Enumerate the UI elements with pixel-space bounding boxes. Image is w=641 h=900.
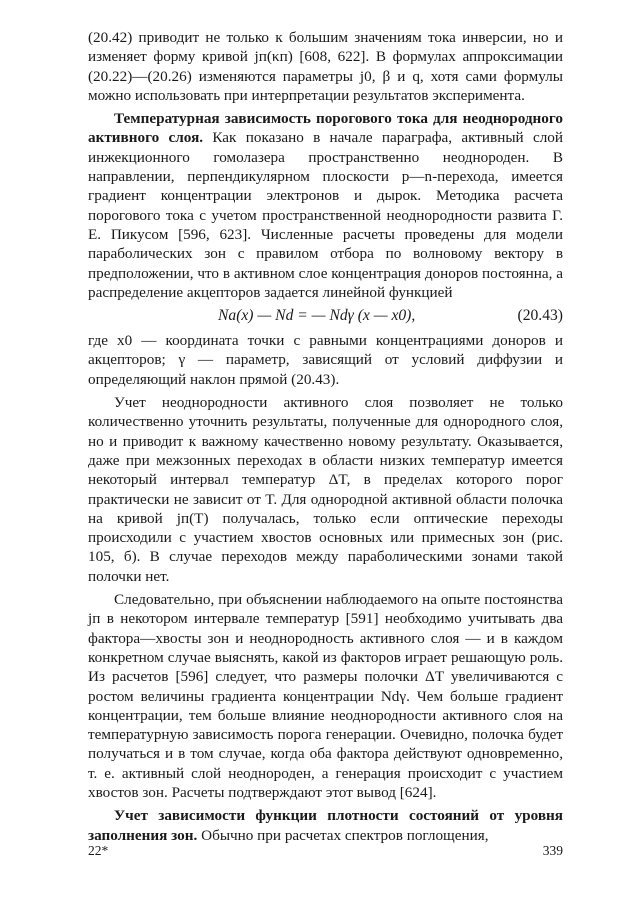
- paragraph-text: где x0 — координата точки с равными концентрациями доноров и акцепторов; γ — параметр, зависящий от условий диффузии и определяющий наклон прямой (20.43).: [88, 332, 563, 388]
- paragraph-heading: Температурная зависимость порогового тока для неоднородного активного слоя.: [88, 110, 563, 147]
- signature-mark: 22*: [88, 843, 109, 858]
- paragraph-heading: Учет зависимости функции плотности состояний от уровня заполнения зон.: [88, 807, 563, 844]
- paragraph-inhomogeneity: [88, 393, 563, 586]
- paragraph-text: Учет неоднородности активного слоя позволяет не только количественно уточнить результаты, полученные для однородного слоя, но и приводит к важному качественно новому результату. Оказывается, даже при межзонных переходах в области низких температур имеется некоторый интервал температур ΔT, в пределах которого порог практически не зависит от T. Для однородной активной области полочка на кривой jп(T) получалась, только если оптические переходы происходили с участием хвостов основных или примесных зон (рис. 105, б). В случае переходов между параболическими зонами такой полочки нет.: [88, 394, 563, 585]
- equation-expression: Na(x) — Nd = — Ndγ (x — x0),: [218, 307, 416, 325]
- equation-number: (20.43): [517, 307, 563, 325]
- paragraph-consequently: [88, 590, 563, 802]
- paragraph-text: Обычно при расчетах спектров поглощения,: [197, 826, 489, 844]
- paragraph-continuation: [88, 28, 563, 105]
- equation-20-43: [88, 305, 563, 329]
- paragraph-definitions: [88, 331, 563, 389]
- paragraph-temperature-dependence: [88, 109, 563, 302]
- paragraph-text: (20.42) приводит не только к большим значениям тока инверсии, но и изменяет форму кривой jп(κп) [608, 622]. В формулах аппроксимации (20.22)—(20.26) изменяются параметры j0, β и q, хотя сами формулы можно использовать при интерпретации результатов эксперимента.: [88, 29, 563, 104]
- paragraph-text: Следовательно, при объяснении наблюдаемого на опыте постоянства jп в некотором интервале температур [591] необходимо учитывать два фактора—хвосты зон и неоднородность активного слоя — и в каждом конкретном случае выяснять, какой из факторов играет решающую роль. Из расчетов [596] следует, что размеры полочки ΔT увеличиваются с ростом величины градиента концентрации Ndγ. Чем больше градиент концентрации, тем больше влияние неоднородности активного слоя на температурную зависимость порога генерации. Очевидно, полочка будет получаться и в том случае, когда оба фактора действуют одновременно, т. е. активный слой неоднороден, а генерация происходит с участием хвостов зон. Расчеты подтверждают этот вывод [624].: [88, 591, 563, 801]
- paragraph-density-of-states: [88, 806, 563, 845]
- page-number: 339: [542, 843, 563, 858]
- paragraph-text: Как показано в начале параграфа, активный слой инжекционного гомолазера пространственно неоднороден. В направлении, перпендикулярном плоскости p—n-перехода, имеется градиент концентрации электронов и дырок. Методика расчета порогового тока с учетом пространственной неоднородности развита Г. Е. Пикусом [596, 623]. Численные расчеты проведены для модели параболических зон с правилом отбора по волновому вектору в предположении, что в активном слое концентрация доноров постоянна, а распределение акцепторов задается линейной функцией: [88, 129, 564, 301]
